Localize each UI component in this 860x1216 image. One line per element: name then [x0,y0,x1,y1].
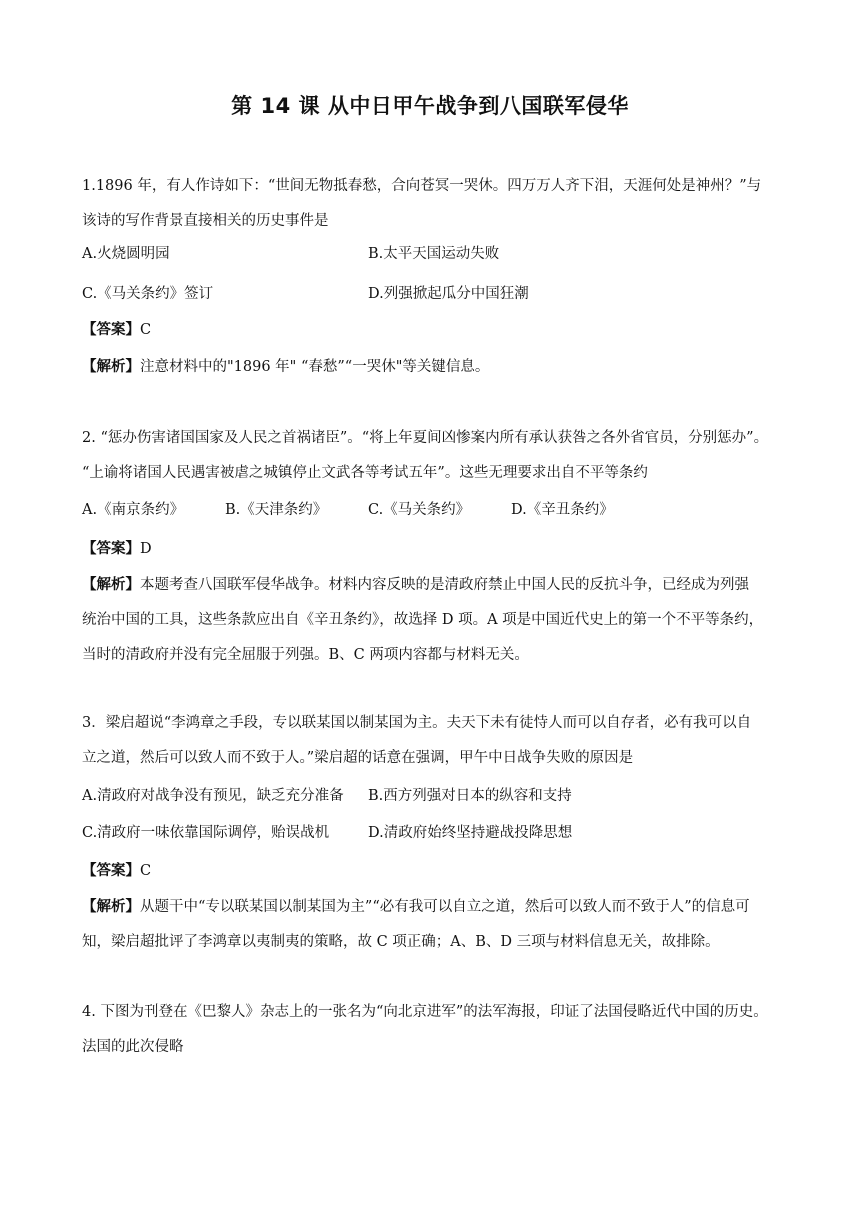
analysis-tag: 【解析】 [82,358,140,375]
q3-option-a: A.清政府对战争没有预见，缺乏充分准备 [82,788,344,804]
q1-option-d: D.列强掀起瓜分中国狂潮 [368,286,529,302]
q1-stem-line-2: 该诗的写作背景直接相关的历史事件是 [82,213,329,229]
q3-option-d: D.清政府始终坚持避战投降思想 [368,825,573,841]
q1-option-a: A.火烧圆明园 [82,246,170,262]
analysis-text: 本题考查八国联军侵华战争。材料内容反映的是清政府禁止中国人民的反抗斗争，已经成为列强 [140,577,749,593]
answer-value: D [140,541,152,557]
q1-option-c: C.《马关条约》签订 [82,286,214,302]
q3-stem-line-1: 3．梁启超说“李鸿章之手段，专以联某国以制某国为主。夫天下未有徒恃人而可以自存者，必有我可以自 [82,715,752,731]
answer-tag: 【答案】 [82,862,140,879]
q2-analysis-line-3: 当时的清政府并没有完全屈服于列强。B、C 两项内容都与材料无关。 [82,647,529,663]
q3-stem-line-2: 立之道，然后可以致人而不致于人。”梁启超的话意在强调，甲午中日战争失败的原因是 [82,750,634,766]
answer-tag: 【答案】 [82,321,140,338]
q4-stem-line-2: 法国的此次侵略 [82,1039,184,1055]
analysis-text: 从题干中“专以联某国以制某国为主”“必有我可以自立之道，然后可以致人而不致于人”的信息可 [140,899,750,915]
q2-stem-line-2: “上谕将诸国人民遇害被虐之城镇停止文武各等考试五年”。这些无理要求出自不平等条约 [82,465,648,481]
q3-answer [82,861,151,881]
q2-analysis-line-1 [82,575,749,595]
q3-analysis-line-2: 知，梁启超批评了李鸿章以夷制夷的策略，故 C 项正确；A、B、D 三项与材料信息无关，故排除。 [82,934,720,950]
q3-option-c: C.清政府一味依靠国际调停，贻误战机 [82,825,330,841]
analysis-text: 注意材料中的"1896 年" “春愁”“一哭休"等关键信息。 [140,359,490,375]
q1-stem-line-1: 1.1896 年，有人作诗如下：“世间无物抵春愁，合向苍冥一哭休。四万万人齐下泪，天涯何处是神州？”与 [82,178,762,194]
answer-value: C [140,863,152,879]
q1-option-b: B.太平天国运动失败 [368,246,500,262]
q2-answer [82,539,152,559]
answer-tag: 【答案】 [82,540,140,557]
analysis-tag: 【解析】 [82,576,140,593]
q2-option-d: D.《辛丑条约》 [511,502,614,518]
q2-stem-line-1: 2. “惩办伤害诸国国家及人民之首祸诸臣”。“将上年夏间凶惨案内所有承认获咎之各外省官员，分别惩办”。 [82,430,769,446]
q1-analysis [82,357,489,377]
q4-stem-line-1: 4. 下图为刊登在《巴黎人》杂志上的一张名为“向北京进军”的法军海报，印证了法国侵略近代中国的历史。 [82,1004,768,1020]
q1-answer [82,320,151,340]
q2-option-a: A.《南京条约》 [82,502,185,518]
page-title: 第 14 课 从中日甲午战争到八国联军侵华 [231,94,629,118]
answer-value: C [140,322,152,338]
q2-analysis-line-2: 统治中国的工具，这些条款应出自《辛丑条约》，故选择 D 项。A 项是中国近代史上的第一个不平等条约， [82,612,764,628]
q3-analysis-line-1 [82,897,750,917]
q2-option-c: C.《马关条约》 [368,502,471,518]
q3-option-b: B.西方列强对日本的纵容和支持 [368,788,572,804]
q2-option-b: B.《天津条约》 [225,502,328,518]
analysis-tag: 【解析】 [82,898,140,915]
